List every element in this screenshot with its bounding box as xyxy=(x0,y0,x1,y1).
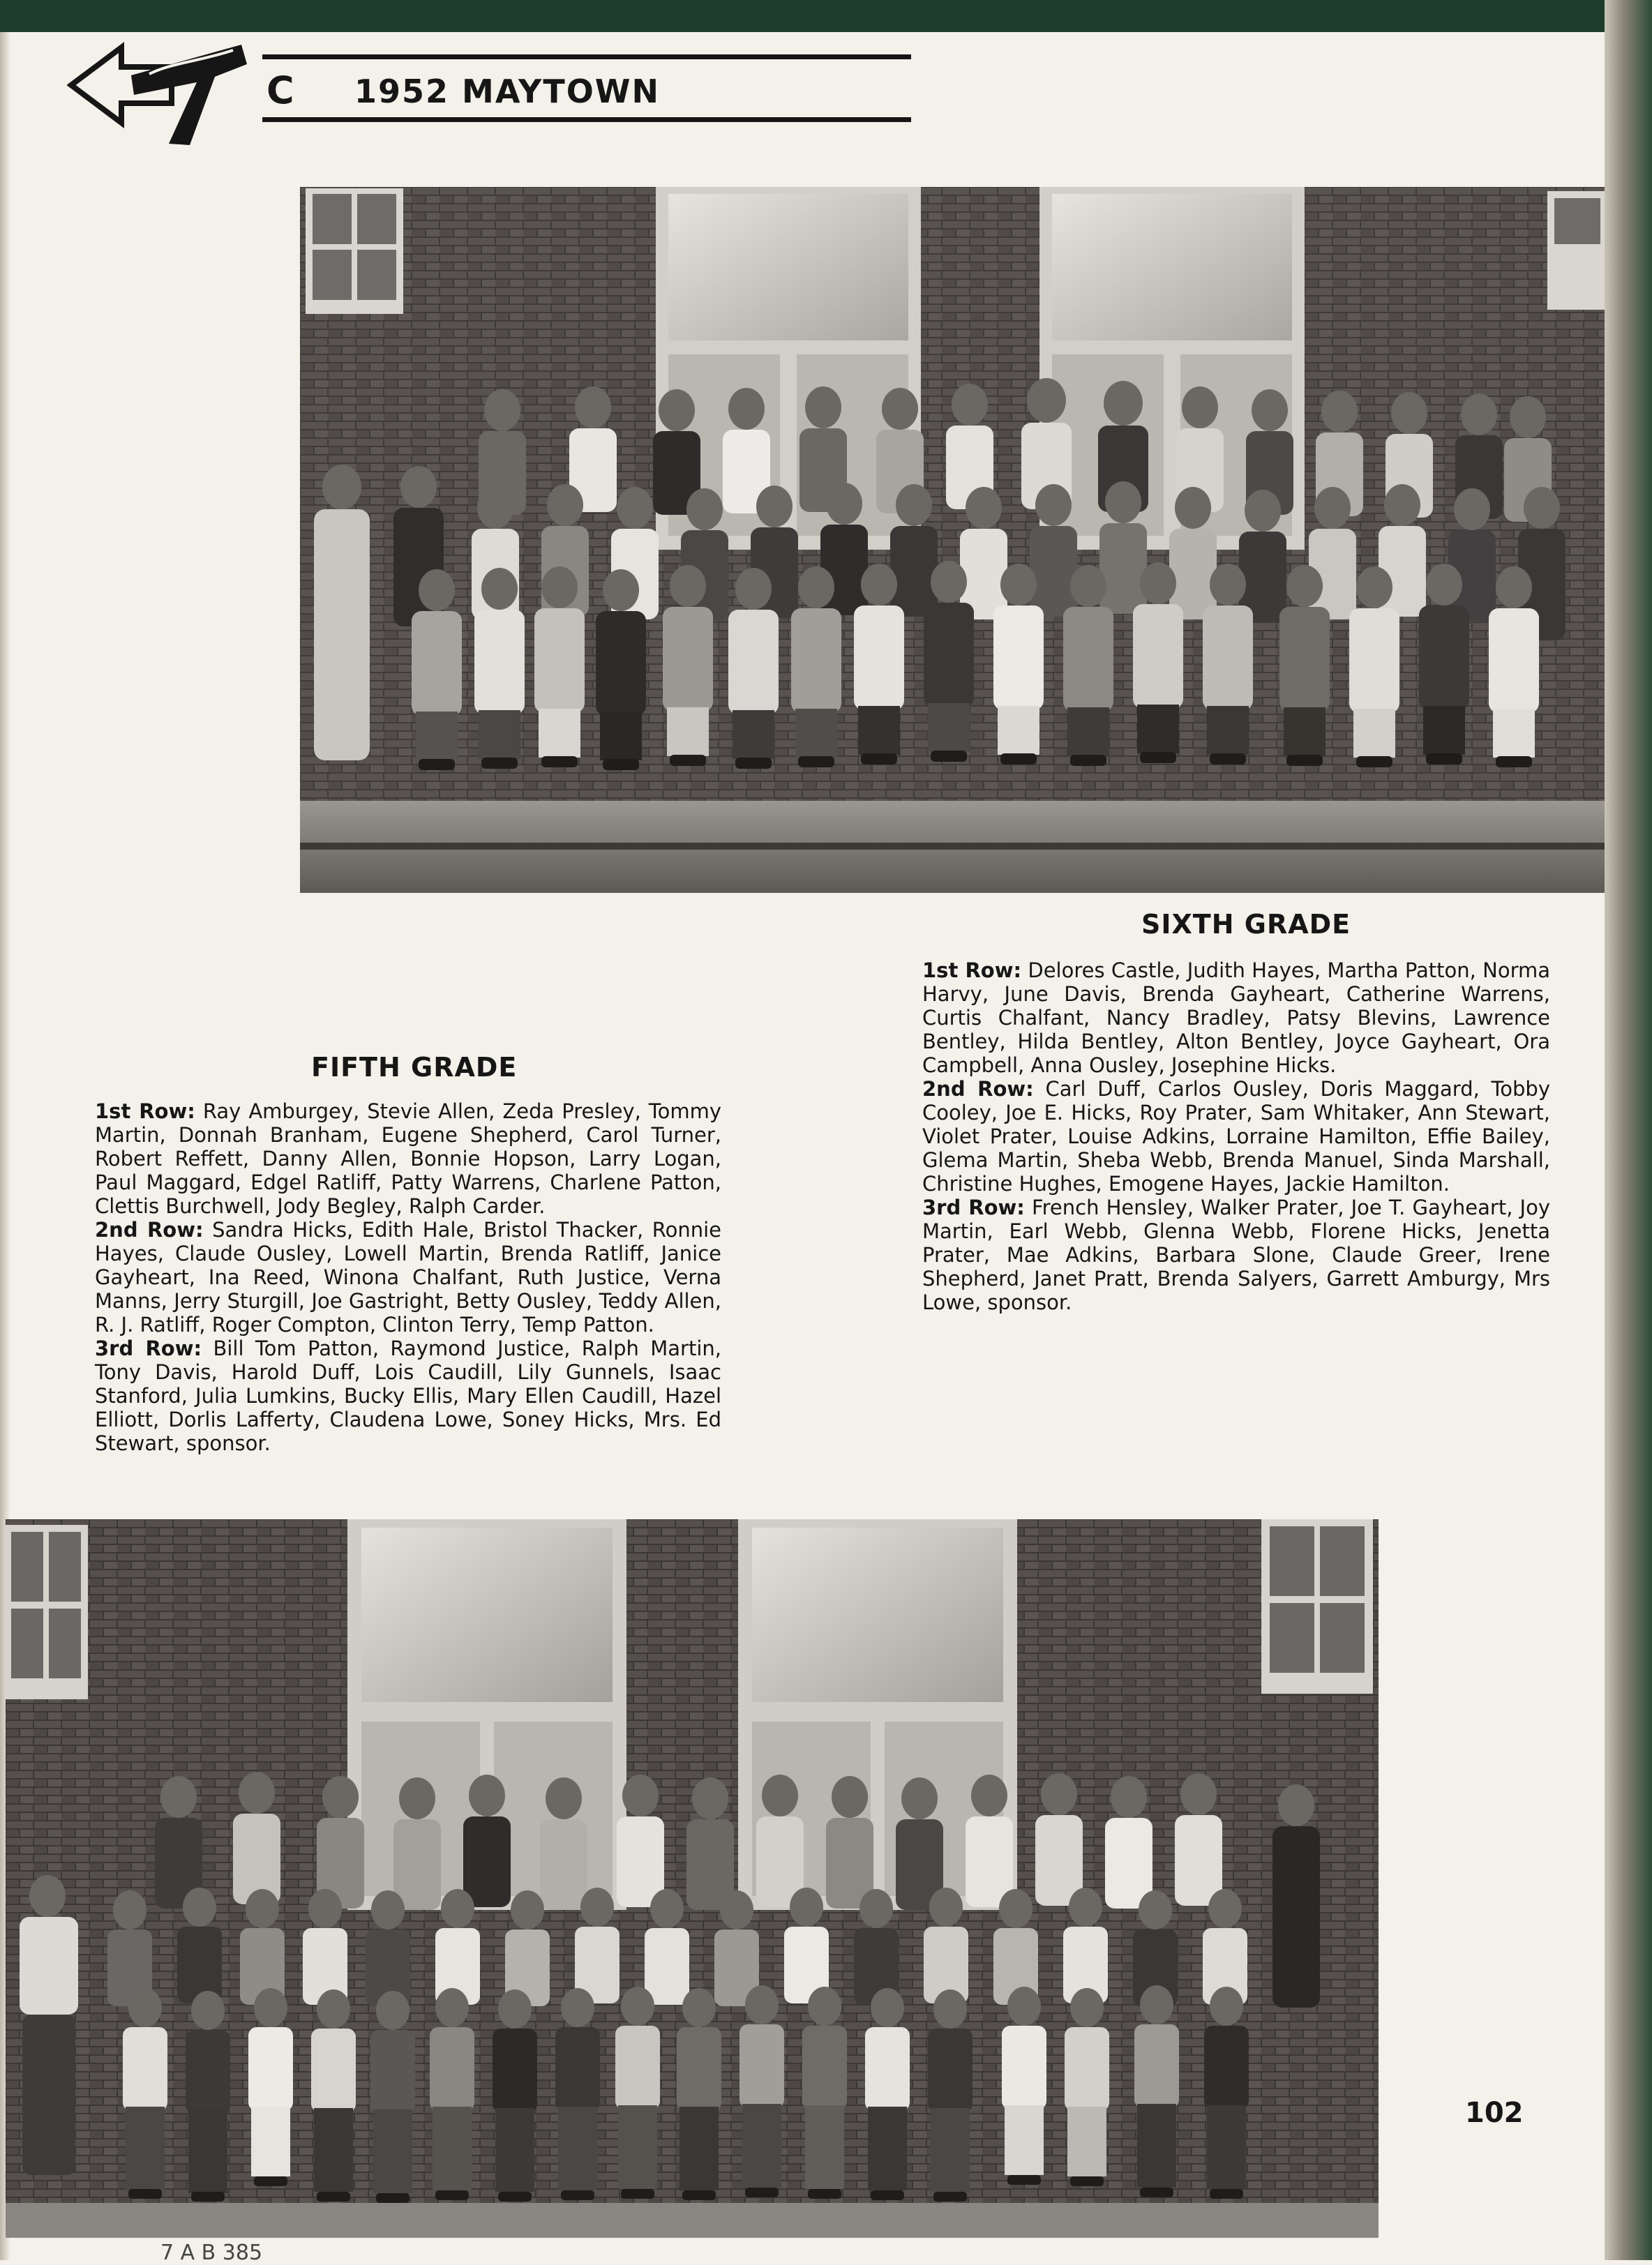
fifth-grade-heading: FIFTH GRADE xyxy=(311,1052,518,1083)
row-names: Delores Castle, Judith Hayes, Martha Patton, Norma Harvy, June Davis, Brenda Gayheart, Catherine Warrens, Curtis Chalfant, Nancy Bradley, Patsy Blevins, Lawrence Bentley, Hilda Bentley, Alton Bentley, Joyce Gayheart, Ora Campbell, Anna Ousley, Josephine Hicks. xyxy=(922,958,1551,1077)
arrow-seven-logo-icon xyxy=(67,27,297,152)
row-names: Bill Tom Patton, Raymond Justice, Ralph Martin, Tony Davis, Harold Duff, Lois Caudill, Lily Gunnels, Isaac Stanford, Julia Lumkins, Bucky Ellis, Mary Ellen Caudill, Hazel Elliott, Dorlis Lafferty, Claudena Lowe, Soney Hicks, Mrs. Ed Stewart, sponsor. xyxy=(95,1337,722,1455)
roster-row xyxy=(95,1099,721,1218)
row-label: 2nd Row: xyxy=(95,1218,204,1242)
sixth-grade-class-photo xyxy=(300,187,1605,893)
roster-row xyxy=(922,1077,1550,1196)
row-names: Sandra Hicks, Edith Hale, Bristol Thacker, Ronnie Hayes, Claude Ousley, Lowell Martin, Brenda Ratliff, Janice Gayheart, Ina Reed, Winona Chalfant, Ruth Justice, Verna Manns, Jerry Sturgill, Joe Gastright, Betty Ousley, Teddy Allen, R. J. Ratliff, Roger Compton, Clinton Terry, Temp Patton. xyxy=(95,1218,721,1337)
page-header xyxy=(67,27,911,152)
page-number: 102 xyxy=(1465,2097,1524,2129)
sixth-grade-roster xyxy=(922,958,1550,1314)
header-rule-top xyxy=(262,54,911,59)
row-names: French Hensley, Walker Prater, Joe T. Gayheart, Joy Martin, Earl Webb, Glenna Webb, Florene Hicks, Jenetta Prater, Mae Adkins, Barbara Slone, Claude Greer, Irene Shepherd, Janet Pratt, Brenda Salyers, Garrett Amburgy, Mrs Lowe, sponsor. xyxy=(922,1196,1551,1314)
row-names: Carl Duff, Carlos Ousley, Doris Maggard, Tobby Cooley, Joe E. Hicks, Roy Prater, Sam Whitaker, Ann Stewart, Violet Prater, Louise Adkins, Lorraine Hamilton, Effie Bailey, Glema Martin, Sheba Webb, Brenda Manuel, Sinda Marshall, Christine Hughes, Emogene Hayes, Jackie Hamilton. xyxy=(922,1077,1551,1196)
row-label: 2nd Row: xyxy=(922,1077,1034,1101)
header-rule-bottom xyxy=(262,117,911,122)
roster-row xyxy=(922,958,1550,1077)
row-label: 1st Row: xyxy=(922,958,1022,982)
sixth-grade-heading: SIXTH GRADE xyxy=(1141,909,1351,940)
grade-letter: C xyxy=(266,68,294,112)
roster-row xyxy=(95,1337,721,1455)
row-label: 3rd Row: xyxy=(95,1337,202,1360)
fifth-grade-class-photo xyxy=(6,1519,1379,2238)
roster-row xyxy=(95,1218,721,1337)
roster-row xyxy=(922,1196,1550,1314)
fifth-grade-roster xyxy=(95,1099,721,1455)
corner-mark: 7 A B 385 xyxy=(160,2241,263,2265)
book-cover-right-edge xyxy=(1605,0,1652,2260)
row-label: 3rd Row: xyxy=(922,1196,1025,1219)
row-names: Ray Amburgey, Stevie Allen, Zeda Presley, Tommy Martin, Donnah Branham, Eugene Shepherd, Carol Turner, Robert Reffett, Danny Allen, Bonnie Hopson, Larry Logan, Paul Maggard, Edgel Ratliff, Patty Warrens, Charlene Patton, Clettis Burchwell, Jody Begley, Ralph Carder. xyxy=(95,1099,722,1218)
page-title: 1952 MAYTOWN xyxy=(354,73,661,110)
row-label: 1st Row: xyxy=(95,1099,195,1123)
